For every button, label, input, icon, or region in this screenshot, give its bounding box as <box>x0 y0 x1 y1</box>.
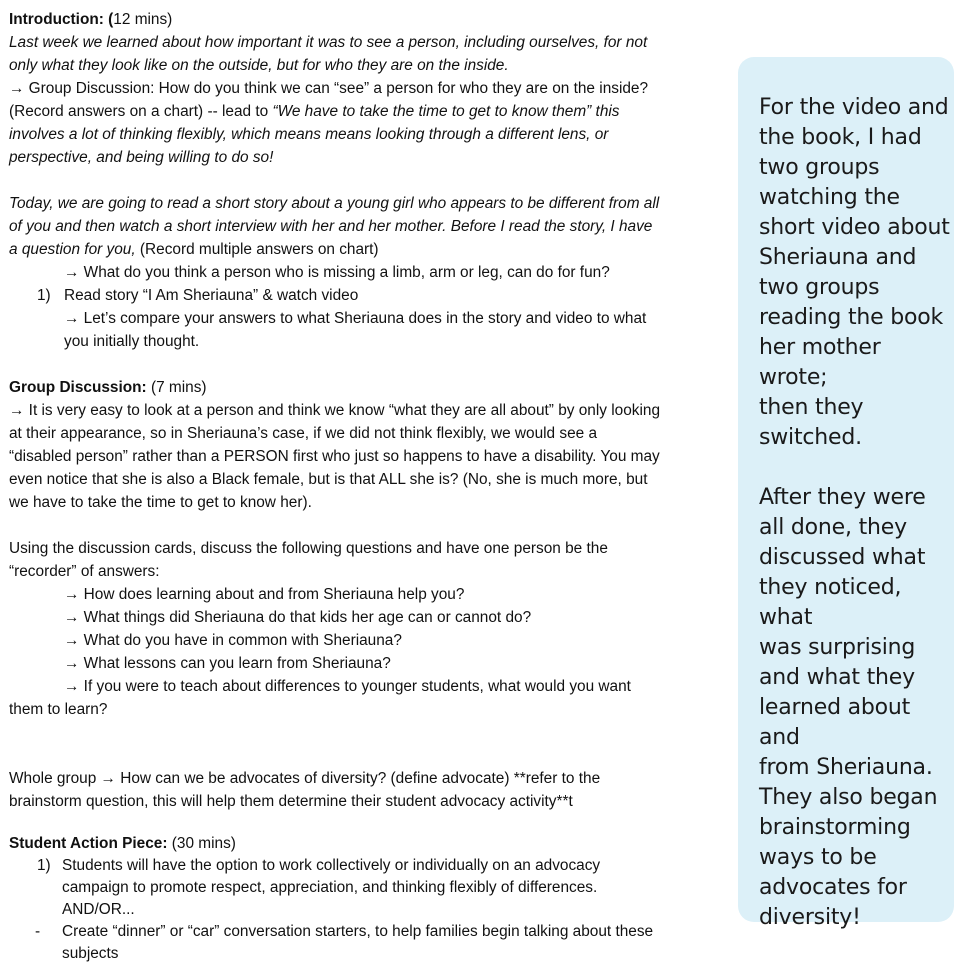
group-discussion-heading-line <box>9 376 729 399</box>
intro-recap-line-2: only what they look like on the outside, but for who they are on the inside. <box>9 57 509 74</box>
group-discussion-line: at their appearance, so in Sheriauna’s case, if we did not think flexibly, we would see a <box>9 425 598 442</box>
discussion-cards-line-1: Using the discussion cards, discuss the following questions and have one person be the <box>9 540 608 557</box>
item-number: 1) <box>37 857 51 874</box>
callout-line: They also began <box>759 785 938 810</box>
action-heading: Student Action Piece: <box>9 835 168 852</box>
intro-duration: 12 mins) <box>113 11 173 28</box>
callout-line: After they were <box>759 485 926 510</box>
callout-line: then they <box>759 395 864 420</box>
intro-recap-line-1: Last week we learned about how important it was to see a person, including ourselves, for not <box>9 34 648 51</box>
action-item-1 <box>9 855 729 877</box>
discussion-question: → What things did Sheriauna do that kids her age can or cannot do? <box>64 609 532 626</box>
action-item-1-line-3: AND/OR... <box>62 901 135 918</box>
lesson-plan-document <box>9 8 729 965</box>
callout-line: her mother wrote; <box>759 335 881 390</box>
discussion-cards-line-2: “recorder” of answers: <box>9 563 160 580</box>
intro-today-italic: a question for you, <box>9 241 136 258</box>
teacher-note-callout <box>738 57 954 930</box>
callout-line: ways to be <box>759 845 877 870</box>
callout-line: two groups <box>759 275 880 300</box>
intro-step-1-sub-line-2: you initially thought. <box>64 333 200 350</box>
intro-today-line-1: Today, we are going to read a short story about a young girl who appears to be different from all <box>9 195 660 212</box>
action-item-2 <box>9 921 729 943</box>
intro-step-1-sub-line-1: → Let’s compare your answers to what Sheriauna does in the story and video to what <box>64 310 647 327</box>
group-discussion-heading: Group Discussion: <box>9 379 147 396</box>
callout-line: from Sheriauna. <box>759 755 933 780</box>
intro-arrow-question: → What do you think a person who is missing a limb, arm or leg, can do for fun? <box>64 264 610 281</box>
dash-bullet: - <box>35 923 41 940</box>
callout-line: and what they <box>759 665 915 690</box>
callout-line: they noticed, what <box>759 575 902 630</box>
group-discussion-line: “disabled person” rather than a PERSON first who just so happens to have a disability. You may <box>9 448 660 465</box>
intro-question-line-3: involves a lot of thinking flexibly, which means means looking through a different lens, or <box>9 126 609 143</box>
intro-question-line-2 <box>9 100 729 123</box>
discussion-question: → What lessons can you learn from Sheriauna? <box>64 655 391 672</box>
callout-line: Sheriauna and <box>759 245 917 270</box>
callout-line: advocates for <box>759 875 907 900</box>
intro-today-line-2: of you and then watch a short interview with her and her mother. Before I read the story, I have <box>9 218 653 235</box>
discussion-question: → What do you have in common with Sheriauna? <box>64 632 402 649</box>
step-number: 1) <box>37 287 51 304</box>
intro-question-line-1: → Group Discussion: How do you think we can “see” a person for who they are on the inside? <box>9 80 649 97</box>
item-text: Create “dinner” or “car” conversation starters, to help families begin talking about these <box>62 923 654 940</box>
intro-question-line-4: perspective, and being willing to do so! <box>9 149 274 166</box>
step-text: Read story “I Am Sheriauna” & watch video <box>64 287 359 304</box>
callout-line: brainstorming <box>759 815 911 840</box>
callout-line: learned about and <box>759 695 911 750</box>
intro-question-plain: (Record answers on a chart) -- lead to <box>9 103 273 120</box>
intro-heading-line <box>9 8 729 31</box>
group-discussion-line: we have to take the time to get to know her). <box>9 494 312 511</box>
whole-group-line-1: Whole group → How can we be advocates of diversity? (define advocate) **refer to the <box>9 770 601 787</box>
action-heading-line <box>9 833 729 855</box>
group-discussion-duration: (7 mins) <box>146 379 207 396</box>
action-duration: (30 mins) <box>167 835 236 852</box>
callout-line: all done, they <box>759 515 907 540</box>
callout-line: discussed what <box>759 545 926 570</box>
discussion-question: → If you were to teach about differences to younger students, what would you want <box>64 678 631 695</box>
item-text: Students will have the option to work collectively or individually on an advocacy <box>62 857 601 874</box>
callout-line: diversity! <box>759 905 861 930</box>
intro-heading: Introduction: ( <box>9 11 114 28</box>
intro-question-italic: “We have to take the time to get to know them” this <box>272 103 620 120</box>
callout-line: was surprising <box>759 635 916 660</box>
callout-line: For the video and <box>759 95 949 120</box>
callout-line: switched. <box>759 425 862 450</box>
group-discussion-line: even notice that she is also a Black female, but is that ALL she is? (No, she is much more, but <box>9 471 648 488</box>
whole-group-line-2: brainstorm question, this will help them determine their student advocacy activity**t <box>9 793 573 810</box>
intro-step-1 <box>9 284 729 307</box>
action-item-1-line-2: campaign to promote respect, appreciation, and thinking flexibly of differences. <box>62 879 598 896</box>
group-discussion-line: → It is very easy to look at a person and think we know “what they are all about” by only looking <box>9 402 661 419</box>
discussion-question: → How does learning about and from Sheriauna help you? <box>64 586 465 603</box>
callout-text <box>759 93 954 933</box>
callout-line: short video about <box>759 215 950 240</box>
intro-today-line-3 <box>9 238 729 261</box>
callout-line: the book, I had <box>759 125 922 150</box>
callout-line: two groups <box>759 155 880 180</box>
action-item-2-line-2: subjects <box>62 945 119 962</box>
callout-line: watching the <box>759 185 900 210</box>
discussion-question-continued: them to learn? <box>9 701 108 718</box>
intro-today-plain: (Record multiple answers on chart) <box>135 241 379 258</box>
callout-line: reading the book <box>759 305 944 330</box>
